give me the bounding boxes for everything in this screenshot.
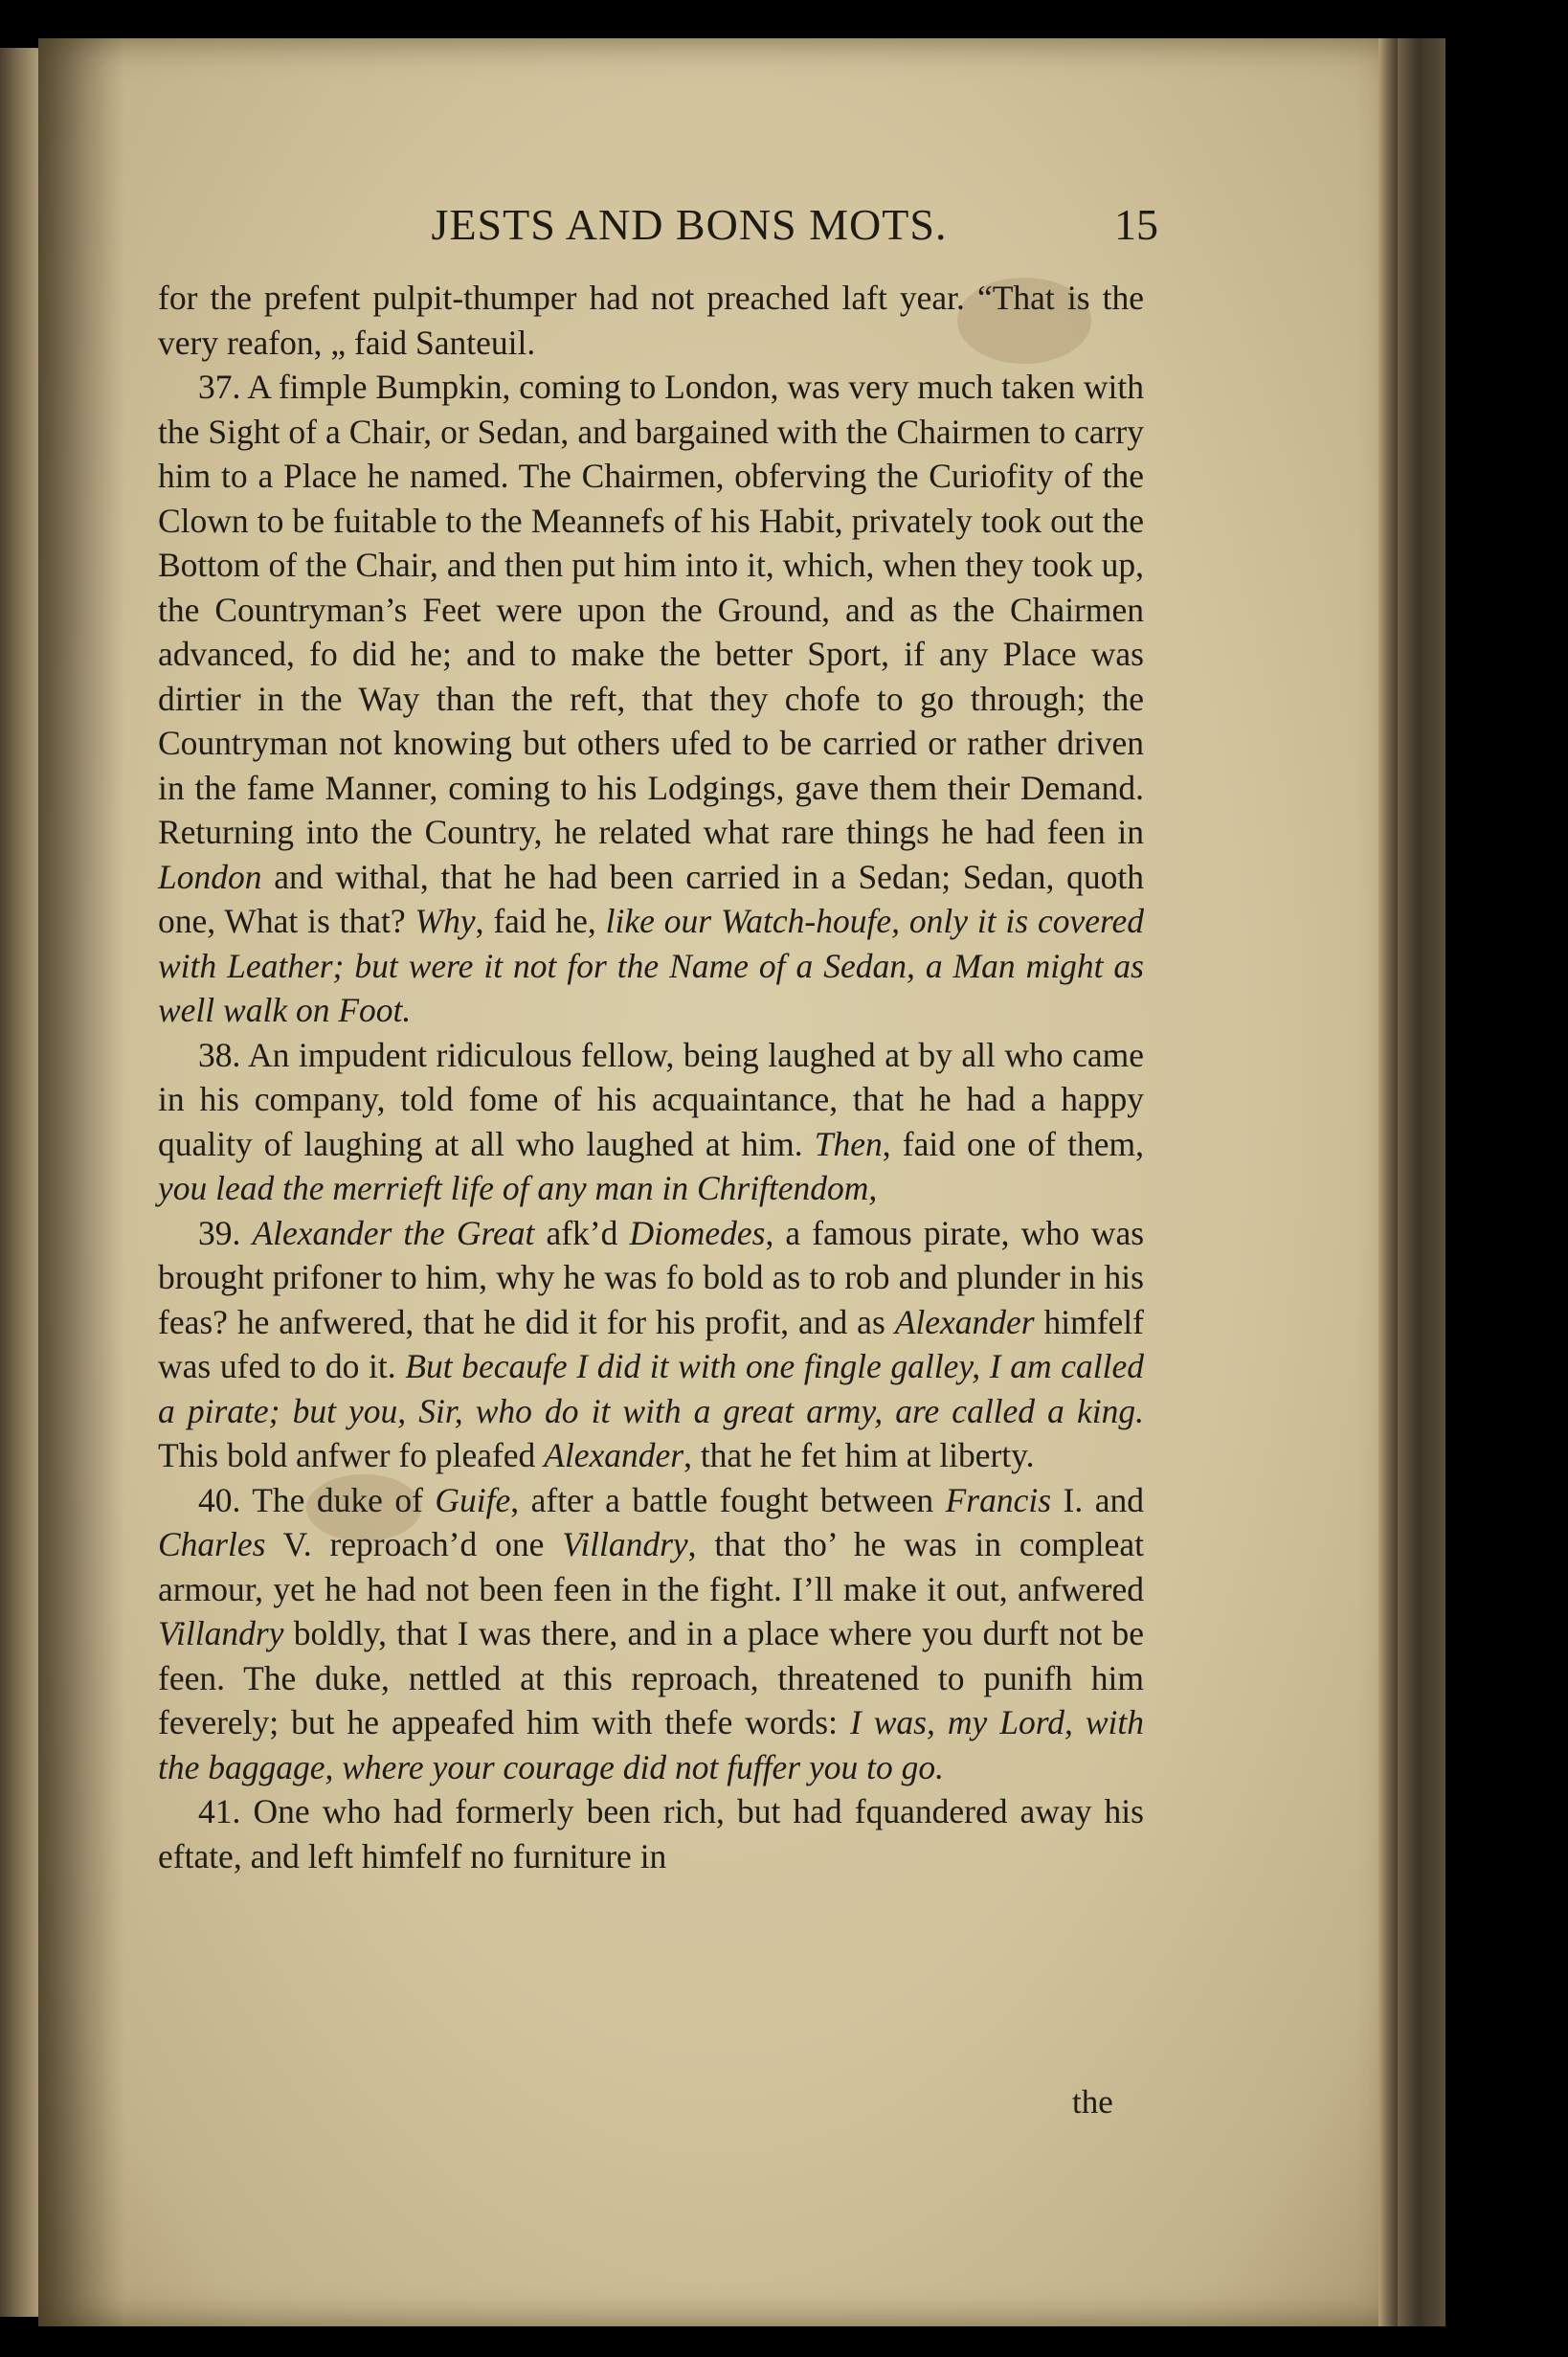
page-fore-edge-shadow [1378, 38, 1398, 2326]
text-run: 39. [198, 1213, 253, 1252]
running-head [163, 199, 1158, 266]
italic-text-run: like our Watch-houfe, only it is covered with Leather; but were it not for the Name of a Sedan, a Man might as well walk on Foot. [158, 902, 1144, 1029]
text-run: himfelf was ufed to do it. [158, 1302, 1144, 1385]
continued-paragraph [158, 276, 1144, 365]
numbered-paragraph [158, 1033, 1144, 1211]
text-run: 37. A fimple Bumpkin, coming to London, was very much taken with the Sight of a Chair, or Sedan, and bargained with the Chairmen to carry him to a Place he named. The Chairmen, obferving the Curiofity of the Clown to be fuitable to the Meannefs of his Habit, privately took out the Bottom of the Chair, and then put him into it, which, when they took up, the Countryman’s Feet were upon the Ground, and as the Chairmen advanced, fo did he; and to make the better Sport, if any Place was dirtier in the Way than the reft, that they chofe to go through; the Countryman not knowing but others ufed to be carried or rather driven in the fame Manner, coming to his Lodgings, gave them their Demand. Returning into the Country, he related what rare things he had feen in [158, 368, 1144, 851]
running-title: JESTS AND BONS MOTS. [431, 200, 948, 249]
numbered-paragraph [158, 1789, 1144, 1878]
text-run: V. reproach’d one [265, 1525, 563, 1563]
italic-text-run: Diomedes [629, 1213, 766, 1252]
facing-page-edge [0, 48, 42, 2317]
text-run: , faid one of them, [882, 1124, 1144, 1163]
italic-text-run: Then [814, 1124, 883, 1163]
italic-text-run: Alexander the Great [252, 1213, 535, 1252]
italic-text-run: Alexander [544, 1436, 684, 1474]
italic-text-run: Alexander [894, 1302, 1035, 1341]
italic-text-run: Charles [158, 1525, 266, 1563]
text-run: I. and [1051, 1480, 1144, 1519]
text-run: 40. The duke of [198, 1480, 436, 1519]
text-run: 41. One who had formerly been rich, but had fquandered away his eftate, and left himfelf no furniture in [158, 1792, 1144, 1875]
italic-text-run: I was, my Lord, with the baggage, where your courage did not fuffer you to go. [158, 1703, 1144, 1786]
italic-text-run: you lead the merrieft life of any man in Chriftendom, [158, 1169, 878, 1207]
catchword: the [1072, 2083, 1113, 2121]
italic-text-run: Villandry [562, 1525, 688, 1563]
text-run: afk’d [534, 1213, 630, 1252]
numbered-paragraph [158, 1478, 1144, 1790]
italic-text-run: Guife [435, 1480, 511, 1519]
text-run: , faid he, [475, 902, 606, 940]
italic-text-run: Why [414, 902, 476, 940]
body-text [158, 276, 1144, 1878]
text-run: This bold anfwer fo pleafed [158, 1436, 545, 1474]
text-run: 38. An impudent ridiculous fellow, being laughed at by all who came in his company, told fome of his acquaintance, that he had a happy quality of laughing at all who laughed at him. [158, 1035, 1144, 1163]
text-run: boldly, that I was there, and in a place where you durft not be feen. The duke, nettled at this reproach, threatened to punifh him feverely; but he appeafed him with thefe words: [158, 1614, 1144, 1741]
page-number: 15 [1114, 200, 1158, 249]
numbered-paragraph [158, 1211, 1144, 1478]
italic-text-run: Francis [945, 1480, 1052, 1519]
text-run: and withal, that he had been carried in a Sedan; Sedan, quoth one, What is that? [158, 857, 1144, 940]
text-run: , a famous pirate, who was brought prifoner to him, why he was fo bold as to rob and plunder in his feas? he anfwered, that he did it for his profit, and as [158, 1213, 1145, 1341]
gutter-shadow [38, 38, 124, 2326]
numbered-paragraph [158, 365, 1144, 1033]
text-run: , that he fet him at liberty. [683, 1436, 1035, 1474]
italic-text-run: But becaufe I did it with one fingle galley, I am called a pirate; but you, Sir, who do it with a great army, are called a king. [158, 1347, 1144, 1430]
text-run: for the prefent pulpit-thumper had not preached laft year. “That is the very reafon, „ faid Santeuil. [158, 279, 1144, 362]
italic-text-run: Villandry [158, 1614, 284, 1652]
italic-text-run: London [158, 857, 262, 896]
text-run: , that tho’ he was in compleat armour, yet he had not been feen in the fight. I’ll make it out, anfwered [158, 1525, 1144, 1608]
text-run: , after a battle fought between [510, 1480, 946, 1519]
